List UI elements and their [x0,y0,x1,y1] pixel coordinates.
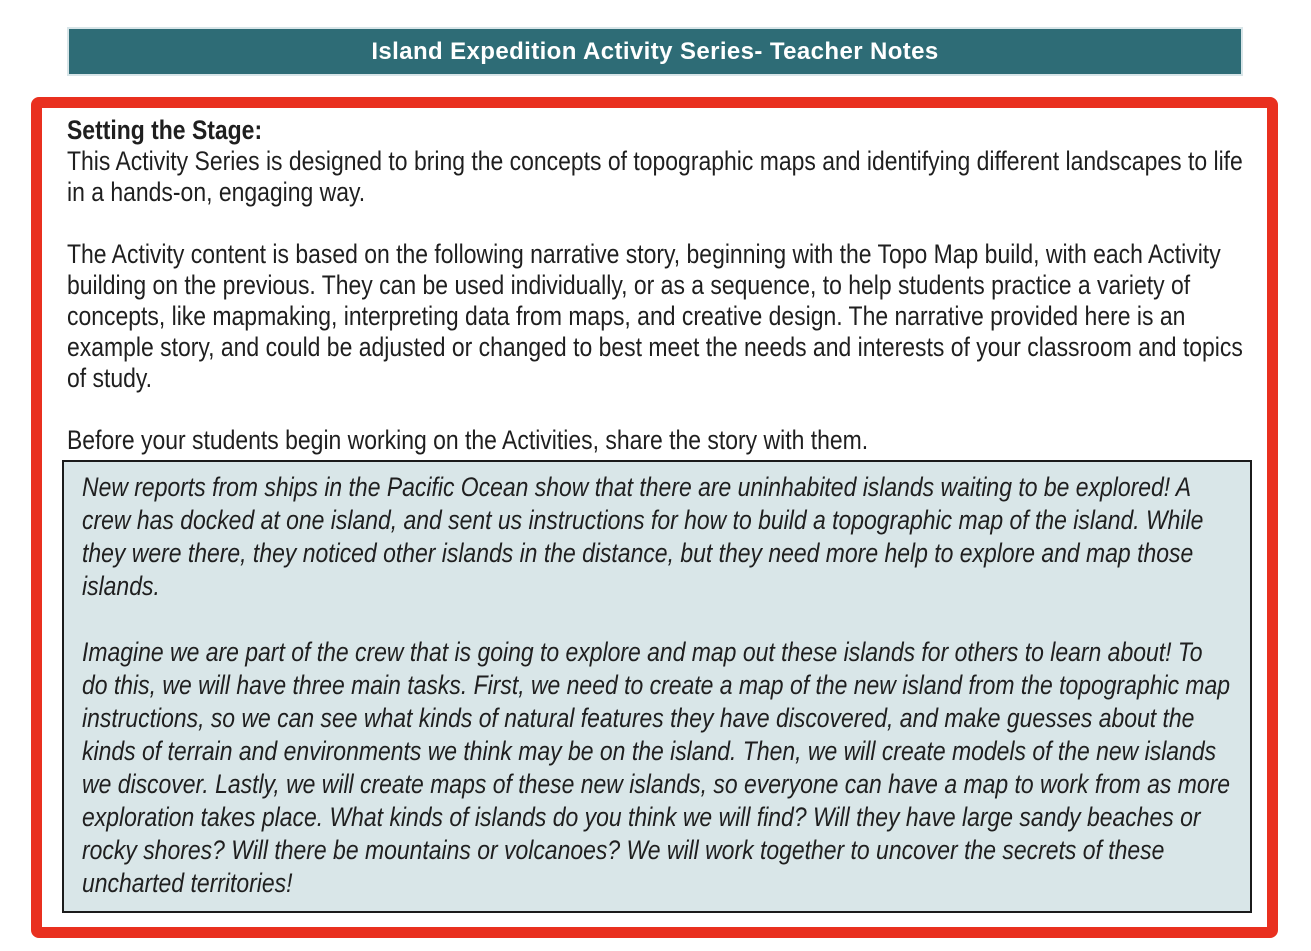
page-title: Island Expedition Activity Series- Teacher Notes [371,37,939,65]
story-paragraph-1: New reports from ships in the Pacific Ocean show that there are uninhabited islands waiting to be explored! A crew has docked at one island, and sent us instructions for how to build a topographic map of the island. While they were there, they noticed other islands in the distance, but they need more help to explore and map those islands. [82,472,1204,601]
narrative-explanation-paragraph: The Activity content is based on the following narrative story, beginning with the Topo Map build, with each Activity building on the previous. They can be used individually, or as a sequence, to help students practice a variety of concepts, like mapmaking, interpreting data from maps, and creative design. The narrative provided here is an example story, and could be adjusted or changed to best meet the needs and interests of your classroom and topics of study. [67,239,1243,393]
story-box [62,460,1252,913]
setting-the-stage-heading: Setting the Stage: [67,115,263,145]
story-paragraph-2: Imagine we are part of the crew that is going to explore and map out these islands for others to learn about! To do this, we will have three main tasks. First, we need to create a map of the new island from the topographic map instructions, so we can see what kinds of natural features they have discovered, and make guesses about the kinds of terrain and environments we think may be on the island. Then, we will create models of the new islands we discover. Lastly, we will create maps of these new islands, so everyone can have a map to work from as more exploration takes place. What kinds of islands do you think we will find? Will they have large sandy beaches or rocky shores? Will there be mountains or volcanoes? We will work together to uncover the secrets of these uncharted territories! [82,637,1231,898]
intro-paragraph: This Activity Series is designed to bring the concepts of topographic maps and identifying different landscapes to life in a hands-on, engaging way. [67,146,1243,207]
title-banner [67,27,1243,76]
instruction-line: Before your students begin working on the Activities, share the story with them. [67,425,869,455]
teacher-notes-frame [31,97,1278,938]
story-text [82,471,1232,900]
teacher-notes-text [67,115,1247,456]
